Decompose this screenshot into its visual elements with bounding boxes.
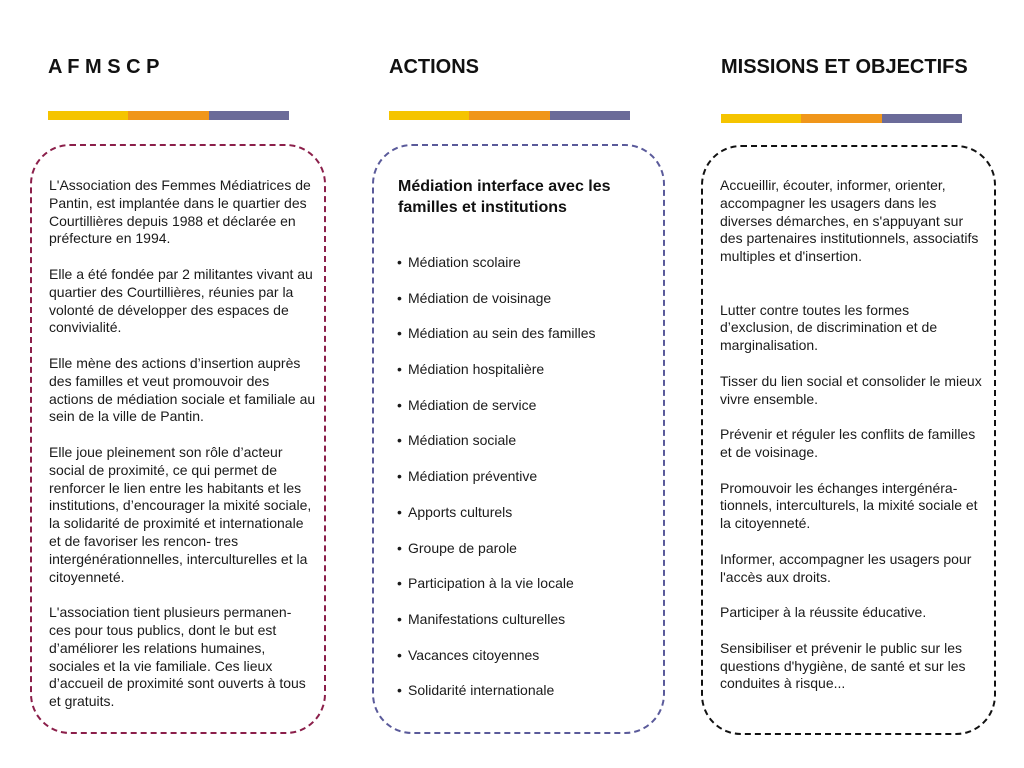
actions-title: ACTIONS bbox=[389, 56, 479, 78]
afmscp-paragraph-4: Elle joue pleinement son rôle d’acteur social de proximité, ce qui permet de renforcer le lien entre les habitants et les institutions, d’encourager la mixité sociale, la solidarité de proximité et internationale et de favoriser les rencon- tres intergénérationnelles, interculturelles et la citoyenneté. bbox=[49, 443, 312, 585]
action-item-label: Apports culturels bbox=[408, 503, 513, 520]
action-item bbox=[397, 575, 647, 611]
action-item bbox=[397, 290, 647, 326]
bullet-icon: • bbox=[397, 575, 402, 592]
action-item-label: Médiation hospitalière bbox=[408, 361, 545, 378]
missions-paragraph-4: Prévenir et réguler les conflits de familles et de voisinage. bbox=[720, 426, 976, 460]
action-item bbox=[397, 504, 647, 540]
action-item-label: Solidarité internationale bbox=[408, 682, 555, 699]
bullet-icon: • bbox=[397, 503, 402, 520]
afmscp-paragraph-3: Elle mène des actions d’insertion auprès des familles et veut promouvoir des actions de médiation sociale et familiale au sein de la ville de Pantin. bbox=[49, 354, 316, 425]
bullet-icon: • bbox=[397, 325, 402, 342]
bullet-icon: • bbox=[397, 468, 402, 485]
action-item-label: Manifestations culturelles bbox=[408, 610, 566, 627]
actions-list bbox=[397, 254, 647, 718]
missions-color-bar bbox=[721, 114, 962, 123]
actions-heading: Médiation interface avec les familles et institutions bbox=[398, 178, 611, 216]
afmscp-paragraph-2: Elle a été fondée par 2 militantes vivant au quartier des Courtillières, réunies par la volonté de développer des espaces de convivialité. bbox=[49, 265, 313, 336]
action-item bbox=[397, 325, 647, 361]
bullet-icon: • bbox=[397, 289, 402, 306]
action-item-label: Groupe de parole bbox=[408, 539, 517, 556]
missions-paragraph-5: Promouvoir les échanges intergénéra- tionnels, interculturels, la mixité sociale et la citoyenneté. bbox=[720, 479, 978, 532]
missions-paragraph-7: Participer à la réussite éducative. bbox=[720, 604, 927, 621]
action-item bbox=[397, 432, 647, 468]
color-bar-orange-segment bbox=[801, 114, 881, 123]
missions-paragraph-1: Accueillir, écouter, informer, orienter, accompagner les usagers dans les diverses démarches, en s'appuyant sur des partenaires institutionnels, associatifs multiples et d'insertion. bbox=[720, 177, 979, 265]
action-item bbox=[397, 397, 647, 433]
bullet-icon: • bbox=[397, 646, 402, 663]
action-item bbox=[397, 611, 647, 647]
afmscp-paragraph-1: L'Association des Femmes Médiatrices de Pantin, est implantée dans le quartier des Courtillières depuis 1988 et déclarée en préfecture en 1994. bbox=[49, 177, 311, 247]
action-item bbox=[397, 468, 647, 504]
bullet-icon: • bbox=[397, 539, 402, 556]
color-bar-orange-segment bbox=[128, 111, 208, 120]
missions-paragraph-3: Tisser du lien social et consolider le mieux vivre ensemble. bbox=[720, 372, 982, 407]
action-item bbox=[397, 647, 647, 683]
afmscp-color-bar bbox=[48, 111, 289, 120]
afmscp-paragraph-5: L'association tient plusieurs permanen- ces pour tous publics, dont le but est d’améliorer les relations humaines, sociales et la vie familiale. Ces lieux d’accueil de proximité sont ouverts à tous et gratuits. bbox=[49, 604, 306, 710]
action-item bbox=[397, 682, 647, 718]
afmscp-title: A F M S C P bbox=[48, 56, 160, 78]
missions-description bbox=[720, 177, 982, 711]
action-item-label: Médiation sociale bbox=[408, 432, 517, 449]
color-bar-purple-segment bbox=[550, 111, 630, 120]
bullet-icon: • bbox=[397, 682, 402, 699]
color-bar-purple-segment bbox=[882, 114, 962, 123]
missions-paragraph-6: Informer, accompagner les usagers pour l'accès aux droits. bbox=[720, 550, 972, 585]
color-bar-yellow-segment bbox=[721, 114, 801, 123]
action-item bbox=[397, 540, 647, 576]
bullet-icon: • bbox=[397, 396, 402, 413]
color-bar-yellow-segment bbox=[389, 111, 469, 120]
action-item bbox=[397, 361, 647, 397]
action-item-label: Médiation au sein des familles bbox=[408, 325, 596, 342]
action-item-label: Médiation préventive bbox=[408, 468, 538, 485]
missions-paragraph-8: Sensibiliser et prévenir le public sur les questions d'hygiène, de santé et sur les conduites à risque... bbox=[720, 639, 966, 692]
missions-title: MISSIONS ET OBJECTIFS bbox=[721, 56, 968, 78]
bullet-icon: • bbox=[397, 432, 402, 449]
color-bar-yellow-segment bbox=[48, 111, 128, 120]
action-item-label: Médiation de voisinage bbox=[408, 289, 552, 306]
bullet-icon: • bbox=[397, 610, 402, 627]
action-item-label: Médiation de service bbox=[408, 396, 537, 413]
action-item-label: Médiation scolaire bbox=[408, 254, 521, 270]
color-bar-purple-segment bbox=[209, 111, 289, 120]
actions-color-bar bbox=[389, 111, 630, 120]
afmscp-description bbox=[49, 177, 317, 729]
bullet-icon: • bbox=[397, 361, 402, 378]
action-item bbox=[397, 254, 647, 290]
action-item-label: Participation à la vie locale bbox=[408, 575, 574, 592]
missions-paragraph-2: Lutter contre toutes les formes d’exclusion, de discrimination et de marginalisation. bbox=[720, 301, 938, 354]
action-item-label: Vacances citoyennes bbox=[408, 646, 540, 663]
bullet-icon: • bbox=[397, 254, 402, 270]
color-bar-orange-segment bbox=[469, 111, 549, 120]
